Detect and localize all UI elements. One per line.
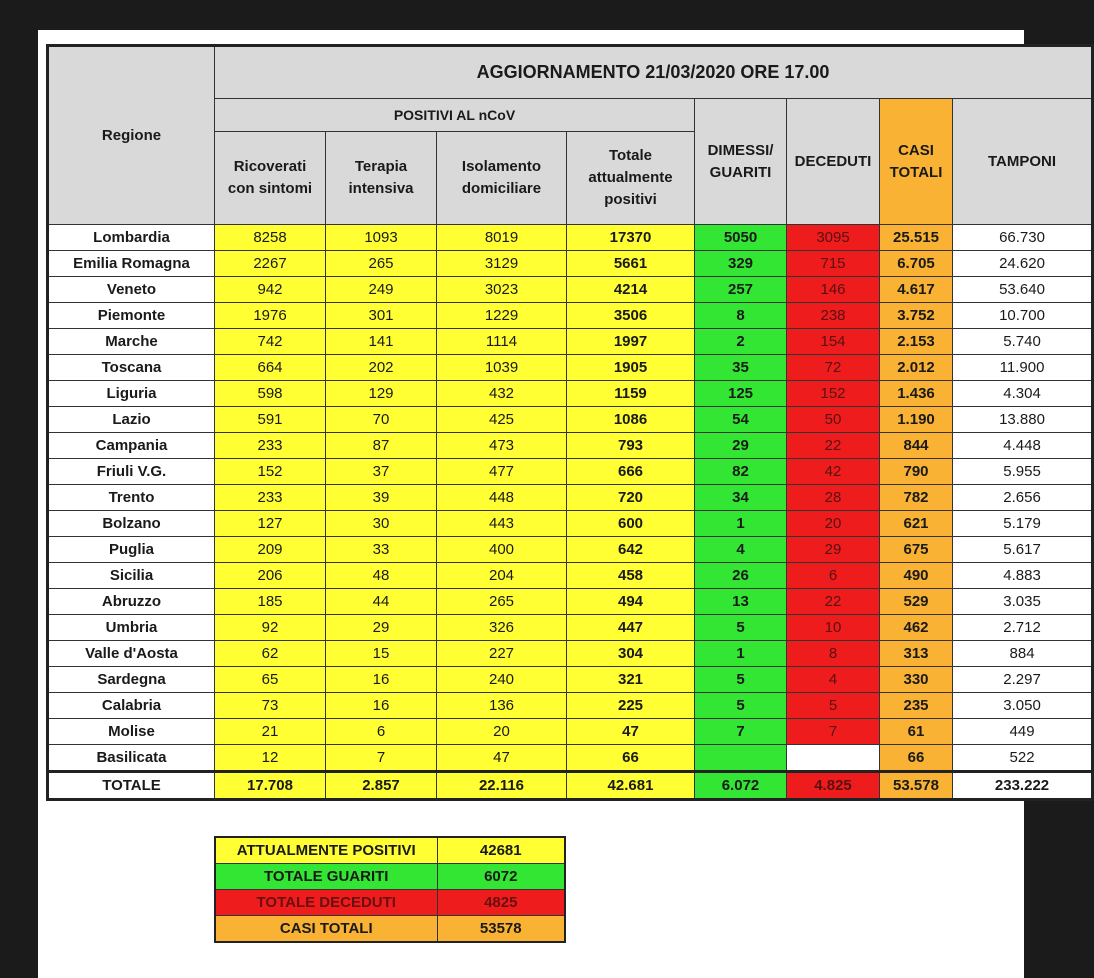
- cell-isolamento: 204: [437, 563, 567, 589]
- cell-casi: 2.012: [880, 355, 953, 381]
- cell-deceduti: 4: [787, 667, 880, 693]
- cell-casi: 313: [880, 641, 953, 667]
- summary-value: 4825: [437, 890, 565, 916]
- cell-casi: 2.153: [880, 329, 953, 355]
- table-row: [48, 641, 1093, 667]
- cell-terapia: 44: [326, 589, 437, 615]
- cell-terapia: 48: [326, 563, 437, 589]
- cell-dimessi: 5: [695, 615, 787, 641]
- cell-regione: Lazio: [48, 407, 215, 433]
- cell-dimessi: 35: [695, 355, 787, 381]
- cell-tamponi: 53.640: [953, 277, 1093, 303]
- cell-regione: Puglia: [48, 537, 215, 563]
- table-row: [48, 433, 1093, 459]
- cell-isolamento: 3023: [437, 277, 567, 303]
- cell-dimessi: 5: [695, 667, 787, 693]
- cell-tamponi: 5.740: [953, 329, 1093, 355]
- cell-regione: Molise: [48, 719, 215, 745]
- total-tamponi: 233.222: [953, 772, 1093, 800]
- cell-dimessi: 1: [695, 641, 787, 667]
- cell-isolamento: 1114: [437, 329, 567, 355]
- cell-dimessi: 54: [695, 407, 787, 433]
- cell-casi: 1.436: [880, 381, 953, 407]
- cell-terapia: 6: [326, 719, 437, 745]
- cell-terapia: 16: [326, 693, 437, 719]
- cell-isolamento: 448: [437, 485, 567, 511]
- cell-terapia: 129: [326, 381, 437, 407]
- cell-tamponi: 66.730: [953, 225, 1093, 251]
- cell-dimessi: 34: [695, 485, 787, 511]
- cell-casi: 782: [880, 485, 953, 511]
- cell-regione: Campania: [48, 433, 215, 459]
- cell-tamponi: 449: [953, 719, 1093, 745]
- cell-terapia: 87: [326, 433, 437, 459]
- cell-terapia: 249: [326, 277, 437, 303]
- cell-terapia: 16: [326, 667, 437, 693]
- cell-deceduti: 20: [787, 511, 880, 537]
- table-row: [48, 615, 1093, 641]
- cell-isolamento: 477: [437, 459, 567, 485]
- cell-isolamento: 443: [437, 511, 567, 537]
- cell-isolamento: 3129: [437, 251, 567, 277]
- table-row: [48, 563, 1093, 589]
- cell-deceduti: 72: [787, 355, 880, 381]
- cell-ricoverati: 206: [215, 563, 326, 589]
- header-casi-totali: CASI TOTALI: [880, 99, 953, 225]
- cell-tamponi: 4.448: [953, 433, 1093, 459]
- table-row: [48, 251, 1093, 277]
- cell-tamponi: 11.900: [953, 355, 1093, 381]
- table-row: [48, 459, 1093, 485]
- covid-data-table: [46, 44, 1094, 801]
- cell-totale: 17370: [567, 225, 695, 251]
- cell-terapia: 1093: [326, 225, 437, 251]
- header-deceduti: DECEDUTI: [787, 99, 880, 225]
- cell-regione: Bolzano: [48, 511, 215, 537]
- cell-isolamento: 20: [437, 719, 567, 745]
- cell-totale: 1086: [567, 407, 695, 433]
- cell-ricoverati: 92: [215, 615, 326, 641]
- cell-terapia: 202: [326, 355, 437, 381]
- cell-ricoverati: 152: [215, 459, 326, 485]
- cell-regione: Emilia Romagna: [48, 251, 215, 277]
- cell-totale: 66: [567, 745, 695, 772]
- cell-regione: Friuli V.G.: [48, 459, 215, 485]
- cell-casi: 1.190: [880, 407, 953, 433]
- cell-dimessi: 329: [695, 251, 787, 277]
- cell-tamponi: 884: [953, 641, 1093, 667]
- cell-dimessi: 8: [695, 303, 787, 329]
- cell-dimessi: 5050: [695, 225, 787, 251]
- total-isolamento: 22.116: [437, 772, 567, 800]
- cell-tamponi: 4.883: [953, 563, 1093, 589]
- cell-ricoverati: 664: [215, 355, 326, 381]
- cell-totale: 3506: [567, 303, 695, 329]
- cell-casi: 790: [880, 459, 953, 485]
- cell-regione: Lombardia: [48, 225, 215, 251]
- table-row: [48, 589, 1093, 615]
- cell-deceduti: 29: [787, 537, 880, 563]
- summary-table: [214, 836, 566, 943]
- cell-ricoverati: 742: [215, 329, 326, 355]
- cell-totale: 304: [567, 641, 695, 667]
- cell-regione: Umbria: [48, 615, 215, 641]
- cell-isolamento: 47: [437, 745, 567, 772]
- cell-tamponi: 10.700: [953, 303, 1093, 329]
- table-row: [48, 355, 1093, 381]
- cell-totale: 4214: [567, 277, 695, 303]
- summary-row: [215, 890, 565, 916]
- cell-ricoverati: 2267: [215, 251, 326, 277]
- cell-ricoverati: 1976: [215, 303, 326, 329]
- total-regione: TOTALE: [48, 772, 215, 800]
- cell-deceduti: 50: [787, 407, 880, 433]
- cell-tamponi: 3.050: [953, 693, 1093, 719]
- cell-regione: Calabria: [48, 693, 215, 719]
- summary-label: ATTUALMENTE POSITIVI: [215, 837, 437, 864]
- summary-row: [215, 916, 565, 943]
- table-row: [48, 693, 1093, 719]
- cell-ricoverati: 73: [215, 693, 326, 719]
- cell-deceduti: [787, 745, 880, 772]
- cell-ricoverati: 209: [215, 537, 326, 563]
- header-positivi-group: POSITIVI AL nCoV: [215, 99, 695, 132]
- cell-deceduti: 715: [787, 251, 880, 277]
- header-terapia: Terapia intensiva: [326, 132, 437, 225]
- table-row: [48, 381, 1093, 407]
- cell-regione: Basilicata: [48, 745, 215, 772]
- cell-casi: 462: [880, 615, 953, 641]
- cell-totale: 600: [567, 511, 695, 537]
- cell-terapia: 15: [326, 641, 437, 667]
- cell-isolamento: 240: [437, 667, 567, 693]
- cell-isolamento: 8019: [437, 225, 567, 251]
- cell-totale: 5661: [567, 251, 695, 277]
- cell-terapia: 30: [326, 511, 437, 537]
- cell-dimessi: 26: [695, 563, 787, 589]
- cell-dimessi: 82: [695, 459, 787, 485]
- cell-casi: 844: [880, 433, 953, 459]
- cell-totale: 720: [567, 485, 695, 511]
- cell-casi: 330: [880, 667, 953, 693]
- header-tamponi: TAMPONI: [953, 99, 1093, 225]
- table-title: AGGIORNAMENTO 21/03/2020 ORE 17.00: [215, 46, 1093, 99]
- cell-tamponi: 5.955: [953, 459, 1093, 485]
- cell-totale: 321: [567, 667, 695, 693]
- cell-ricoverati: 185: [215, 589, 326, 615]
- cell-totale: 642: [567, 537, 695, 563]
- cell-isolamento: 326: [437, 615, 567, 641]
- cell-totale: 1159: [567, 381, 695, 407]
- table-row: [48, 303, 1093, 329]
- cell-casi: 621: [880, 511, 953, 537]
- table-row: [48, 537, 1093, 563]
- cell-regione: Sardegna: [48, 667, 215, 693]
- cell-deceduti: 7: [787, 719, 880, 745]
- cell-deceduti: 238: [787, 303, 880, 329]
- cell-casi: 6.705: [880, 251, 953, 277]
- summary-value: 42681: [437, 837, 565, 864]
- cell-isolamento: 1229: [437, 303, 567, 329]
- table-row: [48, 407, 1093, 433]
- cell-tamponi: 24.620: [953, 251, 1093, 277]
- cell-casi: 61: [880, 719, 953, 745]
- cell-terapia: 70: [326, 407, 437, 433]
- cell-dimessi: 1: [695, 511, 787, 537]
- cell-deceduti: 146: [787, 277, 880, 303]
- total-row: [48, 772, 1093, 800]
- cell-casi: 235: [880, 693, 953, 719]
- header-totale-positivi: Totale attualmente positivi: [567, 132, 695, 225]
- cell-regione: Abruzzo: [48, 589, 215, 615]
- cell-totale: 47: [567, 719, 695, 745]
- cell-casi: 675: [880, 537, 953, 563]
- total-totale: 42.681: [567, 772, 695, 800]
- cell-tamponi: 13.880: [953, 407, 1093, 433]
- cell-ricoverati: 21: [215, 719, 326, 745]
- cell-ricoverati: 127: [215, 511, 326, 537]
- cell-casi: 25.515: [880, 225, 953, 251]
- cell-regione: Marche: [48, 329, 215, 355]
- cell-casi: 3.752: [880, 303, 953, 329]
- cell-regione: Liguria: [48, 381, 215, 407]
- cell-totale: 494: [567, 589, 695, 615]
- cell-regione: Toscana: [48, 355, 215, 381]
- cell-tamponi: 2.656: [953, 485, 1093, 511]
- cell-terapia: 29: [326, 615, 437, 641]
- cell-dimessi: 13: [695, 589, 787, 615]
- table-row: [48, 745, 1093, 772]
- cell-casi: 66: [880, 745, 953, 772]
- cell-totale: 447: [567, 615, 695, 641]
- summary-label: TOTALE GUARITI: [215, 864, 437, 890]
- cell-terapia: 33: [326, 537, 437, 563]
- cell-deceduti: 8: [787, 641, 880, 667]
- cell-dimessi: 29: [695, 433, 787, 459]
- summary-row: [215, 837, 565, 864]
- cell-terapia: 301: [326, 303, 437, 329]
- total-dimessi: 6.072: [695, 772, 787, 800]
- header-dimessi: DIMESSI/ GUARITI: [695, 99, 787, 225]
- cell-ricoverati: 8258: [215, 225, 326, 251]
- cell-deceduti: 22: [787, 589, 880, 615]
- cell-totale: 666: [567, 459, 695, 485]
- cell-regione: Trento: [48, 485, 215, 511]
- cell-dimessi: 257: [695, 277, 787, 303]
- cell-isolamento: 400: [437, 537, 567, 563]
- header-ricoverati: Ricoverati con sintomi: [215, 132, 326, 225]
- summary-label: CASI TOTALI: [215, 916, 437, 943]
- cell-deceduti: 3095: [787, 225, 880, 251]
- cell-regione: Sicilia: [48, 563, 215, 589]
- cell-isolamento: 432: [437, 381, 567, 407]
- cell-deceduti: 28: [787, 485, 880, 511]
- cell-tamponi: 522: [953, 745, 1093, 772]
- cell-regione: Valle d'Aosta: [48, 641, 215, 667]
- cell-casi: 490: [880, 563, 953, 589]
- cell-ricoverati: 591: [215, 407, 326, 433]
- table-row: [48, 719, 1093, 745]
- cell-totale: 225: [567, 693, 695, 719]
- cell-deceduti: 152: [787, 381, 880, 407]
- cell-dimessi: 7: [695, 719, 787, 745]
- cell-terapia: 37: [326, 459, 437, 485]
- cell-totale: 458: [567, 563, 695, 589]
- summary-row: [215, 864, 565, 890]
- cell-ricoverati: 598: [215, 381, 326, 407]
- table-row: [48, 511, 1093, 537]
- cell-totale: 1997: [567, 329, 695, 355]
- cell-deceduti: 42: [787, 459, 880, 485]
- cell-tamponi: 5.179: [953, 511, 1093, 537]
- cell-tamponi: 2.712: [953, 615, 1093, 641]
- cell-dimessi: 2: [695, 329, 787, 355]
- table-body: [48, 225, 1093, 800]
- cell-isolamento: 1039: [437, 355, 567, 381]
- summary-value: 6072: [437, 864, 565, 890]
- cell-deceduti: 154: [787, 329, 880, 355]
- header-isolamento: Isolamento domiciliare: [437, 132, 567, 225]
- cell-isolamento: 136: [437, 693, 567, 719]
- cell-ricoverati: 233: [215, 433, 326, 459]
- table-row: [48, 667, 1093, 693]
- cell-tamponi: 3.035: [953, 589, 1093, 615]
- cell-ricoverati: 942: [215, 277, 326, 303]
- table-row: [48, 329, 1093, 355]
- total-deceduti: 4.825: [787, 772, 880, 800]
- cell-terapia: 39: [326, 485, 437, 511]
- cell-tamponi: 5.617: [953, 537, 1093, 563]
- total-ricoverati: 17.708: [215, 772, 326, 800]
- cell-regione: Veneto: [48, 277, 215, 303]
- header-regione: Regione: [48, 46, 215, 225]
- cell-casi: 529: [880, 589, 953, 615]
- cell-isolamento: 227: [437, 641, 567, 667]
- total-terapia: 2.857: [326, 772, 437, 800]
- cell-deceduti: 6: [787, 563, 880, 589]
- summary-label: TOTALE DECEDUTI: [215, 890, 437, 916]
- cell-dimessi: 125: [695, 381, 787, 407]
- cell-terapia: 265: [326, 251, 437, 277]
- cell-dimessi: [695, 745, 787, 772]
- cell-totale: 1905: [567, 355, 695, 381]
- cell-dimessi: 5: [695, 693, 787, 719]
- cell-ricoverati: 65: [215, 667, 326, 693]
- report-sheet: [38, 30, 1057, 978]
- cell-totale: 793: [567, 433, 695, 459]
- cell-ricoverati: 62: [215, 641, 326, 667]
- cell-isolamento: 473: [437, 433, 567, 459]
- cell-terapia: 141: [326, 329, 437, 355]
- cell-isolamento: 425: [437, 407, 567, 433]
- cell-dimessi: 4: [695, 537, 787, 563]
- summary-value: 53578: [437, 916, 565, 943]
- cell-tamponi: 4.304: [953, 381, 1093, 407]
- table-row: [48, 277, 1093, 303]
- cell-deceduti: 10: [787, 615, 880, 641]
- cell-tamponi: 2.297: [953, 667, 1093, 693]
- cell-terapia: 7: [326, 745, 437, 772]
- cell-deceduti: 5: [787, 693, 880, 719]
- cell-deceduti: 22: [787, 433, 880, 459]
- cell-casi: 4.617: [880, 277, 953, 303]
- cell-isolamento: 265: [437, 589, 567, 615]
- total-casi: 53.578: [880, 772, 953, 800]
- table-row: [48, 225, 1093, 251]
- cell-regione: Piemonte: [48, 303, 215, 329]
- table-row: [48, 485, 1093, 511]
- cell-ricoverati: 233: [215, 485, 326, 511]
- cell-ricoverati: 12: [215, 745, 326, 772]
